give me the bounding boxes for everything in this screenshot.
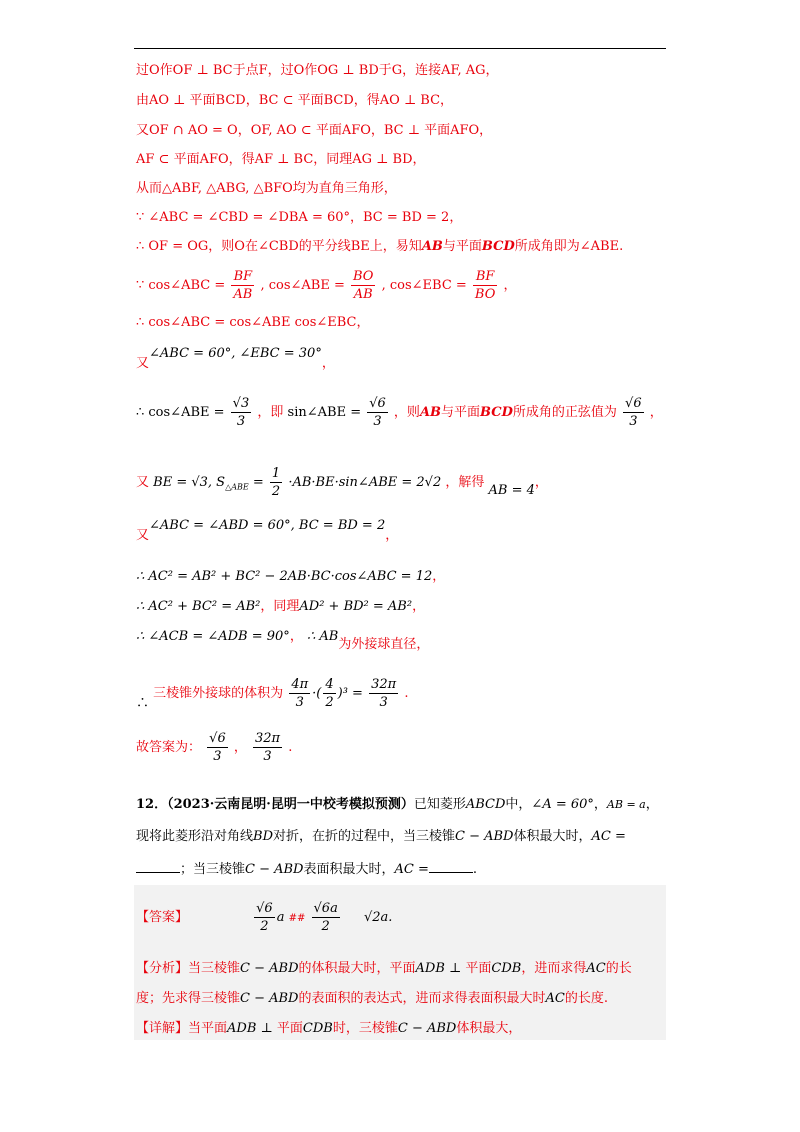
answer-label: 【答案】 [136, 910, 189, 925]
solution-line-12: 又 BE = √3, $S_{\triangle ABE}$ = $\frac{1}{2}$ ·AB·BE·sin∠ABE = 2√2 ，解得 AB = 4， [136, 466, 548, 499]
solution-line-1: 过O作OF ⊥ BC于点F，过O作OG ⊥ BD于G，连接AF, AG， [136, 63, 499, 78]
solution-line-14: ∴ AC² = AB² + BC² − 2AB·BC·cos∠ABC = 12， [136, 569, 446, 584]
fraction: $\frac{√6a}{2}$ [313, 901, 338, 934]
solution-line-17: ∴ 三棱锥外接球的体积为 $\frac{4\pi}{3}$ ·( $\frac{4}{2}$ )³ = $\frac{32\pi}{3}$ . [136, 677, 409, 711]
solution-line-8: ∵ cos∠ABC = $\frac{BF}{AB}$ , cos∠ABE = $\frac{BO}{AB}$ , cos∠EBC = $\frac{BF}{BO}$ ， [136, 269, 517, 302]
solution-line-3: 又OF ∩ AO = O，OF, AO ⊂ 平面AFO，BC ⊥ 平面AFO， [136, 123, 493, 138]
problem-12-line-3: ；当三棱锥C − ABD表面积最大时，AC = . [136, 860, 477, 879]
solution-line-5: 从而△ABF, △ABG, △BFO均为直角三角形， [136, 181, 397, 196]
analysis-line-1: 【分析】当三棱锥C − ABD的体积最大时，平面ADB ⊥ 平面CDB，进而求得AC的长 [136, 961, 632, 976]
solution-line-6: ∵ ∠ABC = ∠CBD = ∠DBA = 60°，BC = BD = 2， [136, 210, 463, 225]
detail-label: 【详解】 [136, 1021, 189, 1036]
fraction: $\frac{32\pi}{3}$ [255, 731, 281, 764]
solution-line-10: 又∠ABC = 60°, ∠EBC = 30°， [136, 346, 335, 371]
solution-line-4: AF ⊂ 平面AFO，得AF ⊥ BC，同理AG ⊥ BD， [136, 152, 426, 167]
answer-blank-1 [136, 860, 180, 873]
fraction: $\frac{BO}{AB}$ [353, 269, 374, 302]
fraction: $\frac{4}{2}$ [325, 677, 334, 710]
answer-blank-2 [429, 860, 473, 873]
problem-number: 12． [136, 797, 168, 812]
fraction: $\frac{√3}{3}$ [232, 396, 250, 429]
analysis-line-2: 度；先求得三棱锥C − ABD的表面积的表达式，进而求得表面积最大时AC的长度. [136, 991, 608, 1006]
solution-line-18: 故答案为： $\frac{√6}{3}$ ， $\frac{32\pi}{3}$ . [136, 731, 293, 764]
problem-12-line-2: 现将此菱形沿对角线BD对折，在折的过程中，当三棱锥C − ABD体积最大时，AC = [136, 829, 626, 844]
fraction: $\frac{4\pi}{3}$ [291, 677, 309, 710]
fraction: $\frac{√6}{3}$ [625, 396, 642, 429]
fraction: $\frac{√6}{3}$ [209, 731, 226, 764]
analysis-label: 【分析】 [136, 961, 189, 976]
problem-12-line-1: 12．（2023·云南昆明·昆明一中校考模拟预测）已知菱形ABCD中，∠A = 60°，AB = a， [136, 797, 659, 812]
solution-line-9: ∴ cos∠ABC = cos∠ABE cos∠EBC， [136, 315, 370, 330]
answer-line: 【答案】 $\frac{√6}{2}$ a ## $\frac{√6a}{2}$ √2a. [136, 901, 393, 934]
solution-line-7: ∴ OF = OG，则O在∠CBD的平分线BE上，易知AB与平面BCD所成角即为∠ABE. [136, 239, 624, 254]
solution-line-2: 由AO ⊥ 平面BCD，BC ⊂ 平面BCD，得AO ⊥ BC， [136, 93, 454, 108]
solution-line-16: ∴ ∠ACB = ∠ADB = 90°， ∴ AB为外接球直径， [136, 629, 430, 652]
problem-source: （2023·云南昆明·昆明一中校考模拟预测） [167, 797, 414, 812]
fraction: $\frac{32\pi}{3}$ [371, 677, 397, 710]
fraction: $\frac{BF}{AB}$ [233, 269, 253, 302]
fraction: $\frac{√6}{3}$ [369, 396, 386, 429]
solution-line-13: 又∠ABC = ∠ABD = 60°, BC = BD = 2， [136, 518, 399, 543]
fraction: $\frac{1}{2}$ [271, 466, 281, 499]
fraction: $\frac{√6}{2}$ [256, 901, 273, 934]
solution-line-15: ∴ AC² + BC² = AB²，同理AD² + BD² = AB²， [136, 599, 426, 614]
solution-line-11: ∴ cos∠ABE = $\frac{√3}{3}$ ，即 sin∠ABE = $\frac{√6}{3}$ ，则AB与平面BCD所成角的正弦值为 $\frac{√6}{3}$ ， [136, 396, 663, 429]
fraction: $\frac{BF}{BO}$ [474, 269, 496, 302]
header-rule [134, 48, 666, 49]
detail-line-1: 【详解】当平面ADB ⊥ 平面CDB时，三棱锥C − ABD体积最大， [136, 1021, 522, 1036]
